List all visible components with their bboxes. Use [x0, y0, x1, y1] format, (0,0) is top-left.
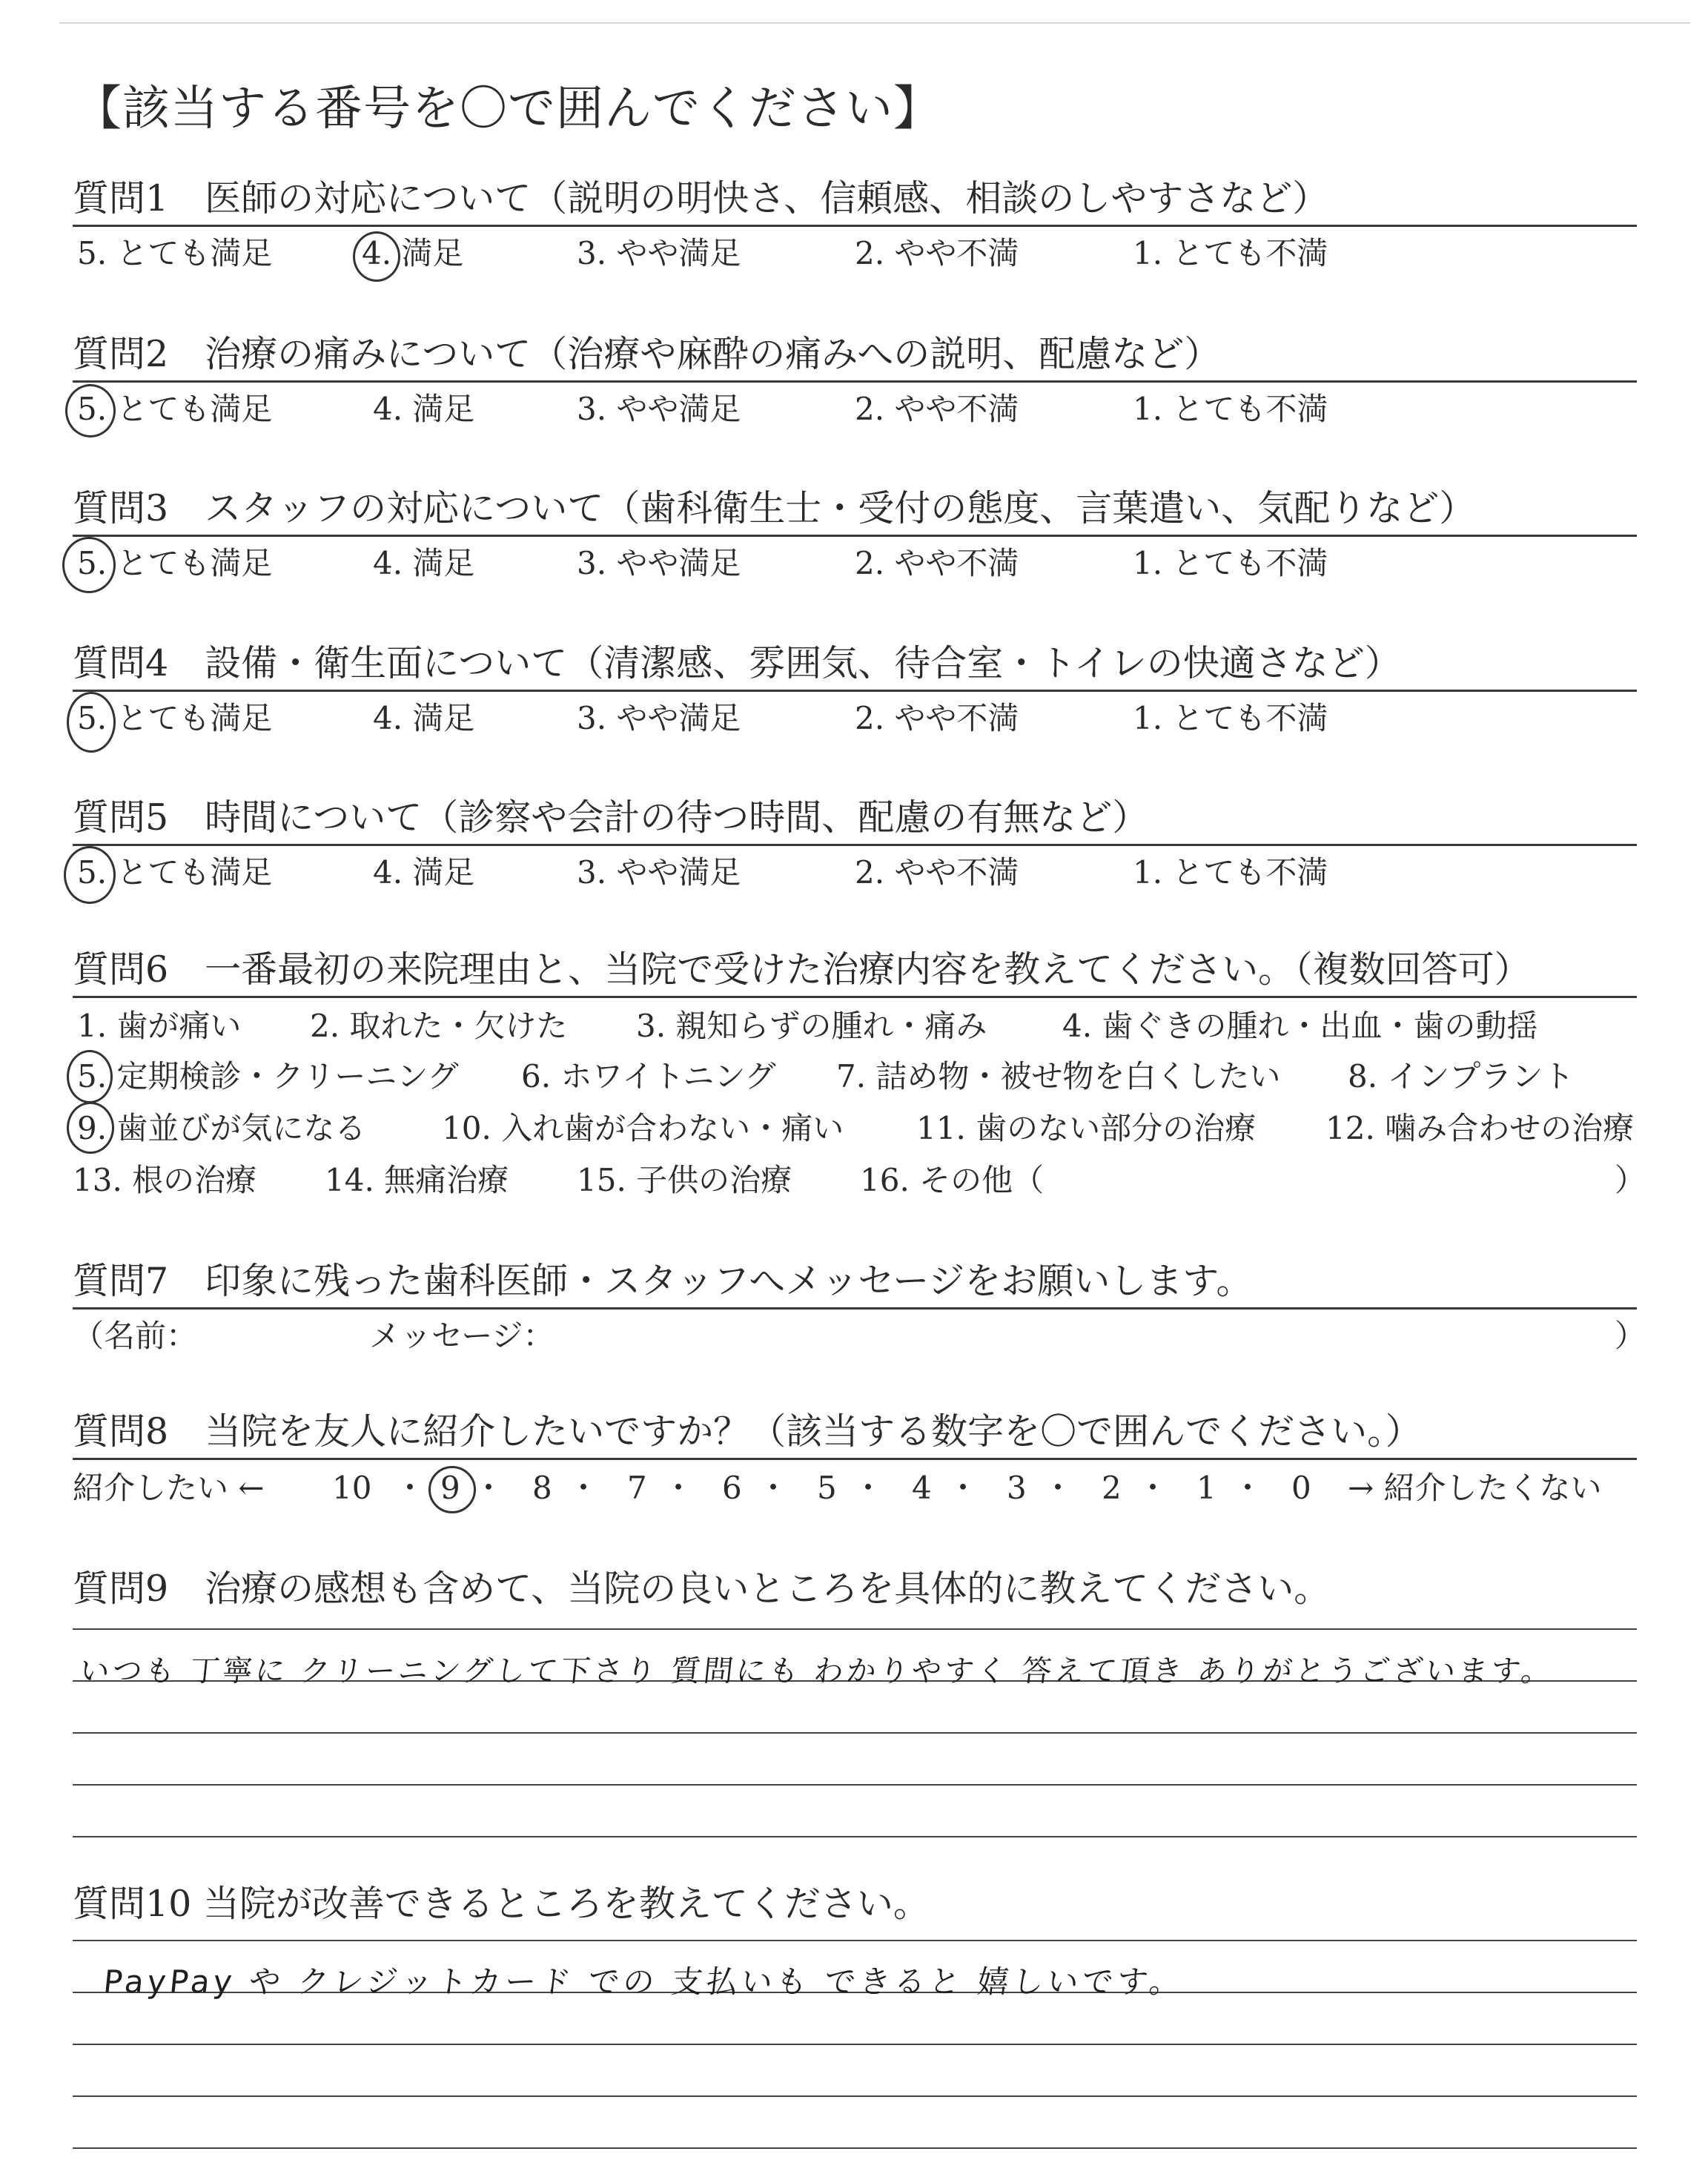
question-5-options — [73, 851, 1637, 895]
q5-option-3[interactable]: 3. やや満足 — [577, 854, 741, 891]
q8-separator: ・ — [1232, 1470, 1264, 1506]
question-2-title: 質問2 治療の痛みについて（治療や麻酔の痛みへの説明、配慮など） — [73, 333, 1221, 375]
q2-option-3[interactable]: 3. やや満足 — [577, 391, 741, 427]
q3-option-3[interactable]: 3. やや満足 — [577, 545, 741, 581]
question-4-options — [73, 696, 1637, 741]
q9-answer-line — [73, 1784, 1637, 1786]
question-7-title: 質問7 印象に残った歯科医師・スタッフへメッセージをお願いします。 — [73, 1260, 1253, 1302]
q6-option-6[interactable]: 6. ホワイトニング — [521, 1058, 776, 1094]
question-7-rule — [73, 1307, 1637, 1309]
q7-name-label: （名前： — [73, 1318, 198, 1354]
q6-option-16-close: ） — [1615, 1162, 1646, 1198]
q1-selection-circle — [353, 231, 400, 282]
q6-option-8[interactable]: 8. インプラント — [1348, 1058, 1575, 1094]
question-7-fields — [73, 1314, 1646, 1358]
q8-separator: ・ — [1042, 1470, 1074, 1506]
q6-option-14[interactable]: 14. 無痛治療 — [325, 1162, 509, 1198]
question-3 — [73, 484, 1637, 586]
question-7 — [73, 1257, 1646, 1358]
q8-separator: ・ — [947, 1470, 979, 1506]
q6-option-12[interactable]: 12. 噛み合わせの治療 — [1325, 1110, 1635, 1146]
q10-answer-line — [73, 2044, 1637, 2045]
q3-selection-circle — [62, 537, 116, 593]
question-1-options — [73, 231, 1637, 276]
q4-selection-circle — [67, 692, 116, 753]
question-2-rule — [73, 380, 1637, 383]
q8-score-6[interactable]: 6 — [722, 1470, 742, 1506]
question-8 — [73, 1407, 1637, 1510]
question-6-title: 質問6 一番最初の来院理由と、当院で受けた治療内容を教えてください。（複数回答可） — [73, 948, 1531, 991]
q8-score-4[interactable]: 4 — [912, 1470, 932, 1506]
q6-option-11[interactable]: 11. 歯のない部分の治療 — [916, 1110, 1257, 1146]
q5-option-2[interactable]: 2. やや不満 — [855, 854, 1019, 891]
q8-score-2[interactable]: 2 — [1102, 1470, 1122, 1506]
q6-option-2[interactable]: 2. 取れた・欠けた — [310, 1008, 568, 1044]
question-6-rule — [73, 996, 1637, 998]
q9-handwritten-answer: いつも 丁寧に クリーニングして下さり 質問にも わかりやすく 答えて頂き ありがとうございます。 — [78, 1654, 1556, 1688]
q10-answer-line — [73, 1940, 1637, 1941]
q8-score-8[interactable]: 8 — [532, 1470, 552, 1506]
q9-answer-line — [73, 1628, 1637, 1630]
question-1 — [73, 174, 1637, 276]
q6-option-9[interactable]: 9. 歯並びが気になる — [77, 1110, 366, 1146]
q8-score-0[interactable]: 0 — [1291, 1470, 1311, 1506]
q9-answer-line — [73, 1732, 1637, 1734]
q2-option-2[interactable]: 2. やや不満 — [855, 391, 1019, 427]
question-5 — [73, 793, 1637, 895]
q2-selection-circle — [65, 384, 116, 437]
q10-answer-line — [73, 2095, 1637, 2097]
q6-option-15[interactable]: 15. 子供の治療 — [577, 1162, 792, 1198]
question-2-options — [73, 387, 1637, 432]
q6-selection-circle-9 — [67, 1102, 114, 1154]
q1-option-2[interactable]: 2. やや不満 — [855, 235, 1019, 271]
question-10 — [73, 1880, 1637, 1929]
q8-score-10[interactable]: 10 — [332, 1470, 372, 1506]
q3-option-2[interactable]: 2. やや不満 — [855, 545, 1019, 581]
page-heading: 【該当する番号を〇で囲んでください】 — [74, 82, 941, 136]
q3-option-1[interactable]: 1. とても不満 — [1133, 545, 1328, 581]
q6-option-3[interactable]: 3. 親知らずの腫れ・痛み — [636, 1008, 987, 1044]
question-10-title: 質問10 当院が改善できるところを教えてください。 — [73, 1883, 930, 1925]
q6-option-7[interactable]: 7. 詰め物・被せ物を白くしたい — [836, 1058, 1281, 1094]
q8-right-label: → 紹介したくない — [1348, 1470, 1602, 1506]
question-6-options — [73, 1003, 1646, 1210]
question-4-title: 質問4 設備・衛生面について（清潔感、雰囲気、待合室・トイレの快適さなど） — [73, 642, 1401, 684]
q4-option-2[interactable]: 2. やや不満 — [855, 700, 1019, 736]
q8-separator: ・ — [394, 1470, 426, 1506]
question-8-rule — [73, 1458, 1637, 1460]
q10-handwritten-answer: PayPay や クレジットカード での 支払いも できると 嬉しいです。 — [102, 1964, 1186, 2000]
q6-selection-circle-5 — [67, 1050, 113, 1103]
question-3-title: 質問3 スタッフの対応について（歯科衛生士・受付の態度、言葉遣い、気配りなど） — [73, 487, 1476, 529]
question-9 — [73, 1565, 1637, 1614]
q4-option-3[interactable]: 3. やや満足 — [577, 700, 741, 736]
question-3-rule — [73, 535, 1637, 537]
q1-option-1[interactable]: 1. とても不満 — [1133, 235, 1328, 271]
q7-message-label: メッセージ： — [369, 1318, 555, 1354]
q6-option-1[interactable]: 1. 歯が痛い — [77, 1008, 242, 1044]
question-8-scale — [73, 1466, 1637, 1510]
question-4 — [73, 639, 1637, 741]
q4-option-1[interactable]: 1. とても不満 — [1133, 700, 1328, 736]
q8-left-label: 紹介したい ← — [73, 1470, 265, 1506]
q8-separator: ・ — [473, 1470, 505, 1506]
q8-separator: ・ — [853, 1470, 884, 1506]
q6-option-5[interactable]: 5. 定期検診・クリーニング — [77, 1058, 459, 1094]
q1-option-5[interactable]: 5. とても満足 — [77, 235, 273, 271]
q5-option-5[interactable]: 5. とても満足 — [77, 854, 273, 891]
q8-score-7[interactable]: 7 — [627, 1470, 647, 1506]
q6-option-16[interactable]: 16. その他（ — [860, 1162, 1045, 1198]
question-2 — [73, 330, 1637, 432]
top-border — [59, 22, 1690, 24]
q4-option-5[interactable]: 5. とても満足 — [77, 700, 273, 736]
q8-score-9[interactable]: 9 — [440, 1470, 460, 1506]
q8-separator: ・ — [758, 1470, 790, 1506]
q8-separator: ・ — [663, 1470, 695, 1506]
q10-answer-line — [73, 2147, 1637, 2149]
question-1-rule — [73, 225, 1637, 227]
q6-option-13[interactable]: 13. 根の治療 — [73, 1162, 257, 1198]
q5-option-1[interactable]: 1. とても不満 — [1133, 854, 1328, 891]
q8-score-3[interactable]: 3 — [1007, 1470, 1027, 1506]
q4-option-4[interactable]: 4. 満足 — [373, 700, 475, 736]
question-4-rule — [73, 690, 1637, 692]
q8-selection-circle — [428, 1466, 476, 1513]
q1-option-3[interactable]: 3. やや満足 — [577, 235, 741, 271]
q8-score-1[interactable]: 1 — [1196, 1470, 1217, 1506]
q5-option-4[interactable]: 4. 満足 — [373, 854, 475, 891]
question-1-title: 質問1 医師の対応について（説明の明快さ、信頼感、相談のしやすさなど） — [73, 177, 1329, 219]
question-8-title: 質問8 当院を友人に紹介したいですか？（該当する数字を〇で囲んでください。） — [73, 1410, 1422, 1453]
q9-answer-line — [73, 1836, 1637, 1837]
question-5-title: 質問5 時間について（診察や会計の待つ時間、配慮の有無など） — [73, 796, 1149, 839]
q6-option-4[interactable]: 4. 歯ぐきの腫れ・出血・歯の動揺 — [1062, 1008, 1538, 1044]
q6-option-10[interactable]: 10. 入れ歯が合わない・痛い — [442, 1110, 844, 1146]
q2-option-1[interactable]: 1. とても不満 — [1133, 391, 1328, 427]
q7-close-paren: ） — [1615, 1318, 1646, 1354]
question-6 — [73, 945, 1646, 1210]
q2-option-5[interactable]: 5. とても満足 — [77, 391, 273, 427]
q2-option-4[interactable]: 4. 満足 — [373, 391, 475, 427]
q8-separator: ・ — [568, 1470, 600, 1506]
q5-selection-circle — [64, 846, 116, 904]
q3-option-5[interactable]: 5. とても満足 — [77, 545, 273, 581]
question-3-options — [73, 541, 1637, 586]
q8-score-5[interactable]: 5 — [817, 1470, 837, 1506]
question-5-rule — [73, 844, 1637, 846]
q3-option-4[interactable]: 4. 満足 — [373, 545, 475, 581]
q1-option-4[interactable]: 4. 満足 — [362, 235, 464, 271]
q8-separator: ・ — [1137, 1470, 1169, 1506]
question-9-title: 質問9 治療の感想も含めて、当院の良いところを具体的に教えてください。 — [73, 1568, 1331, 1610]
